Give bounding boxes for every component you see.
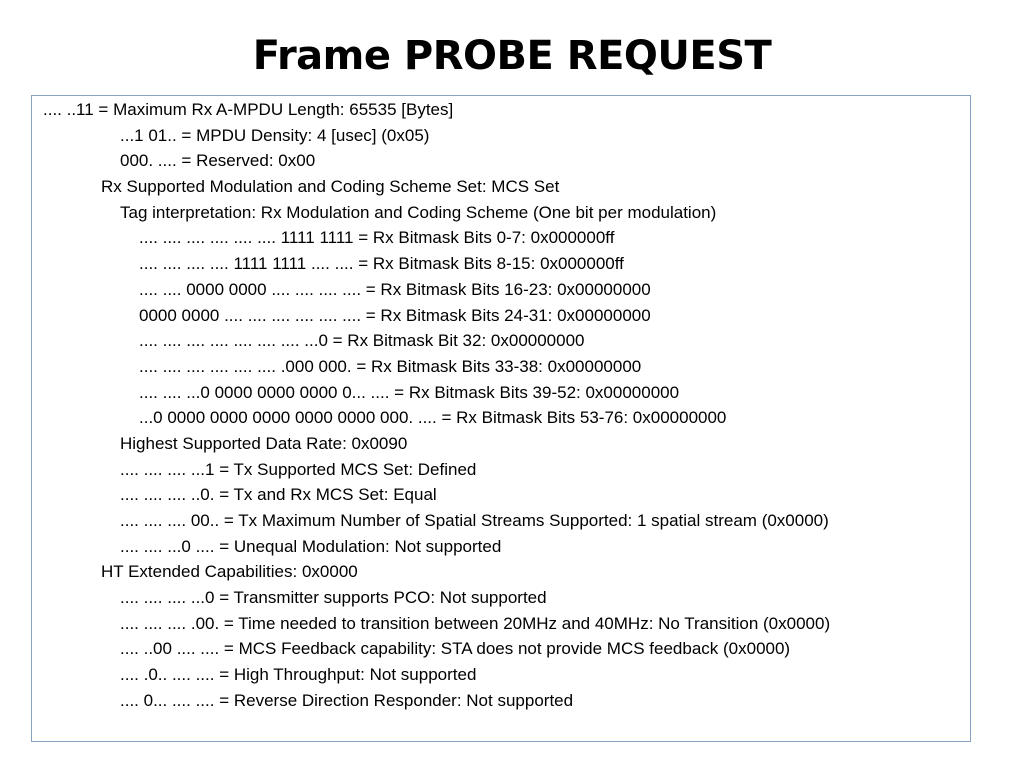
packet-field-line: ...0 0000 0000 0000 0000 0000 000. .... = Rx Bitmask Bits 53-76: 0x00000000 bbox=[139, 408, 727, 428]
packet-field-line: 0000 0000 .... .... .... .... .... .... = Rx Bitmask Bits 24-31: 0x00000000 bbox=[139, 305, 651, 325]
packet-field-line: .... .... .... ...0 = Transmitter supports PCO: Not supported bbox=[120, 588, 547, 608]
packet-field-line: Tag interpretation: Rx Modulation and Coding Scheme (One bit per modulation) bbox=[120, 202, 717, 222]
packet-field-line: .... .... .... 00.. = Tx Maximum Number of Spatial Streams Supported: 1 spatial stream (0x0000) bbox=[120, 511, 829, 530]
packet-field-line: HT Extended Capabilities: 0x0000 bbox=[101, 562, 358, 582]
packet-field-line: .... .... .... .... .... .... .... ...0 = Rx Bitmask Bit 32: 0x00000000 bbox=[139, 331, 585, 351]
packet-field-line: Rx Supported Modulation and Coding Scheme Set: MCS Set bbox=[101, 177, 560, 197]
packet-field-line: .... ..11 = Maximum Rx A-MPDU Length: 65535 [Bytes] bbox=[43, 100, 454, 119]
slide-title: Frame PROBE REQUEST bbox=[252, 33, 772, 79]
packet-field-line: .... .... .... ...1 = Tx Supported MCS Set: Defined bbox=[120, 459, 477, 479]
packet-field-line: .... .... ...0 .... = Unequal Modulation: Not supported bbox=[120, 536, 502, 556]
packet-field-line: .... .... .... .... .... .... 1111 1111 = Rx Bitmask Bits 0-7: 0x000000ff bbox=[139, 228, 615, 248]
packet-field-line: Highest Supported Data Rate: 0x0090 bbox=[120, 433, 408, 453]
packet-field-line: .... .0.. .... .... = High Throughput: Not supported bbox=[120, 665, 477, 685]
packet-details-box bbox=[31, 95, 971, 742]
packet-field-line: .... .... .... ..0. = Tx and Rx MCS Set: Equal bbox=[120, 485, 437, 505]
packet-field-line: .... .... .... .... .... .... .000 000. = Rx Bitmask Bits 33-38: 0x00000000 bbox=[139, 356, 642, 376]
packet-field-line: ...1 01.. = MPDU Density: 4 [usec] (0x05) bbox=[120, 125, 430, 145]
packet-field-line: .... .... .... .00. = Time needed to transition between 20MHz and 40MHz: No Transition (0x0000) bbox=[120, 613, 831, 633]
packet-field-line: .... 0... .... .... = Reverse Direction Responder: Not supported bbox=[120, 690, 574, 710]
packet-field-line: .... .... 0000 0000 .... .... .... .... = Rx Bitmask Bits 16-23: 0x00000000 bbox=[139, 279, 651, 299]
packet-field-line: .... .... ...0 0000 0000 0000 0... .... = Rx Bitmask Bits 39-52: 0x00000000 bbox=[139, 382, 680, 402]
packet-field-line: 000. .... = Reserved: 0x00 bbox=[120, 151, 316, 171]
packet-field-line: .... .... .... .... 1111 1111 .... .... = Rx Bitmask Bits 8-15: 0x000000ff bbox=[139, 254, 624, 274]
packet-field-line: .... ..00 .... .... = MCS Feedback capability: STA does not provide MCS feedback (0x0000) bbox=[120, 639, 791, 659]
packet-field-list bbox=[32, 97, 970, 714]
